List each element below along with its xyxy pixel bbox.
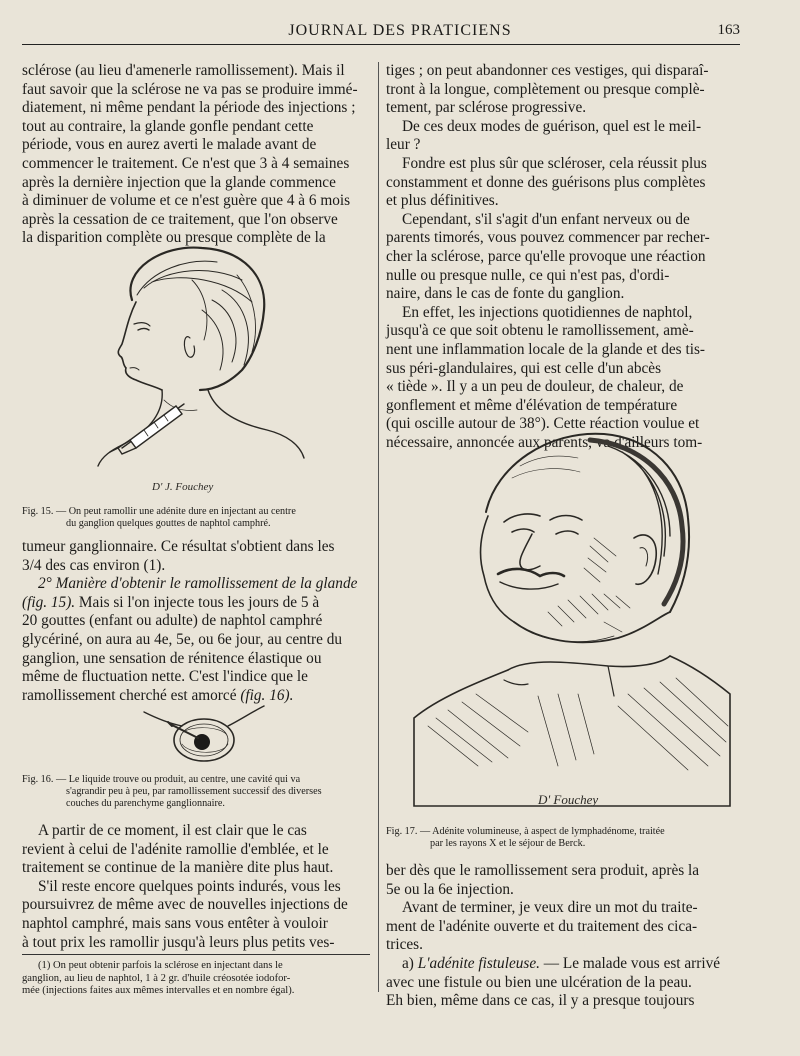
text-line: cher la sclérose, parce qu'elle provoque une réaction <box>386 247 706 265</box>
footnote-line: mée (injections faites aux mêmes intervalles et en nombre égal). <box>22 985 295 997</box>
text-line: tiges ; on peut abandonner ces vestiges, qui disparaî- <box>386 62 709 79</box>
text-line: diatement, ni même pendant la période des injections ; <box>22 99 356 117</box>
text-line: tout au contraire, la glande gonfle pendant cette <box>22 117 314 135</box>
text-line: naire, dans le cas de fonte du ganglion. <box>386 285 625 303</box>
text-line: nécessaire, annoncée aux parents, va d'ailleurs tom- <box>386 433 703 451</box>
text-line: à tout prix les ramollir jusqu'à leurs plus petits ves- <box>22 933 335 951</box>
text-line: trices. <box>386 936 423 954</box>
text-line: commencer le traitement. Ce n'est que 3 à 4 semaines <box>22 154 350 172</box>
text-line: leur ? <box>386 136 421 154</box>
right-column-text-top <box>386 62 740 452</box>
figure-16-ganglion-cavity <box>140 702 270 764</box>
text-line: faut savoir que la sclérose ne va pas se produire immé- <box>22 80 358 98</box>
figure-17-caption <box>386 826 740 850</box>
text-line: gonflement et même d'élévation de température <box>386 396 678 414</box>
footnote-rule <box>22 954 370 955</box>
figure-reference: (fig. 16). <box>240 686 294 704</box>
text-line: tement, par sclérose progressive. <box>386 99 587 117</box>
section-heading: L'adénite fistuleuse. <box>417 954 540 972</box>
text-line: Avant de terminer, je veux dire un mot du traite- <box>402 899 698 917</box>
figure-15-woman-injection <box>92 240 322 500</box>
text-line: De ces deux modes de guérison, quel est le meil- <box>402 117 702 135</box>
text-line: et plus définitives. <box>386 192 499 210</box>
text-line: A partir de ce moment, il est clair que le cas <box>38 822 307 839</box>
text-line: la disparition complète ou presque complète de la <box>22 229 326 247</box>
caption-text: couches du parenchyme ganglionnaire. <box>66 798 225 809</box>
figure-17-signature: D' Fouchey <box>538 792 599 807</box>
caption-text: — Adénite volumineuse, à aspect de lymphadénome, traitée <box>419 826 665 837</box>
text-line: glycériné, on aura au 4e, 5e, ou 6e jour, au centre du <box>22 630 343 648</box>
page-number: 163 <box>717 22 740 38</box>
text-line <box>22 575 370 594</box>
text-line: naphtol camphré, mais sans vous entêter à vouloir <box>22 914 328 932</box>
text-line: nulle ou presque nulle, ce qui n'est pas, d'ordi- <box>386 266 670 284</box>
text-line: constamment et donne des guérisons plus complètes <box>386 173 706 191</box>
text-line: 3/4 des cas environ (1). <box>22 556 166 574</box>
text-line: ramollissement cherché est amorcé (fig. 16). <box>22 686 294 704</box>
caption-text: du ganglion quelques gouttes de naphtol camphré. <box>66 518 271 529</box>
text-line: tumeur ganglionnaire. Ce résultat s'obtient dans les <box>22 538 335 555</box>
figure-15-signature: D' J. Fouchey <box>152 481 214 493</box>
footnote-line: ganglion, au lieu de naphtol, 1 à 2 gr. d'huile créosotée iodofor- <box>22 972 291 984</box>
text-line: a) L'adénite fistuleuse. — Le malade vous est arrivé <box>402 954 721 972</box>
left-paragraph-2 <box>22 538 370 705</box>
left-paragraph-4 <box>22 822 370 952</box>
text-line: parents timorés, vous pouvez commencer par recher- <box>386 229 710 247</box>
text-line: tront à la longue, complètement ou presque complè- <box>386 80 705 98</box>
text-line: période, vous en aurez averti le malade avant de <box>22 136 317 154</box>
right-column-text-bottom <box>386 862 740 1011</box>
text-line: nent une inflammation locale de la glande et des tis- <box>386 340 706 358</box>
caption-text: s'agrandir peu à peu, par ramollissement successif des diverses <box>66 786 322 797</box>
text-line: revient à celui de l'adénite ramollie d'emblée, et le <box>22 840 329 858</box>
text-line: ment de l'adénite ouverte et du traitement des cica- <box>386 917 698 935</box>
text-line: En effet, les injections quotidiennes de naphtol, <box>402 303 693 321</box>
text-line: ganglion, une sensation de rénitence élastique ou <box>22 649 322 667</box>
text-line: (fig. 15). Mais si l'on injecte tous les jours de 5 à <box>22 593 320 611</box>
header-rule <box>22 44 740 45</box>
text-line: (qui oscille autour de 38°). Cette réaction voulue et <box>386 415 700 433</box>
caption-label: Fig. 15. <box>22 506 54 517</box>
text-line: Fondre est plus sûr que scléroser, cela réussit plus <box>402 154 707 172</box>
journal-title: JOURNAL DES PRATICIENS <box>288 22 512 39</box>
text-line: 20 gouttes (enfant ou adulte) de naphtol camphré <box>22 612 323 630</box>
caption-text: par les rayons X et le séjour de Berck. <box>430 838 586 849</box>
column-divider <box>378 62 379 992</box>
text-line: jusqu'à ce que soit obtenu le ramollissement, amè- <box>386 322 694 340</box>
caption-text: — On peut ramollir une adénite dure en injectant au centre <box>55 506 296 517</box>
text-line: Cependant, s'il s'agit d'un enfant nerveux ou de <box>402 210 690 228</box>
text-line: ber dès que le ramollissement sera produit, après la <box>386 862 700 879</box>
text-line: S'il reste encore quelques points indurés, vous les <box>38 877 341 895</box>
text-line: sclérose (au lieu d'amenerle ramollissement). Mais il <box>22 62 345 79</box>
figure-15-caption <box>22 506 370 530</box>
text-line: Eh bien, même dans ce cas, il y a presque toujours <box>386 992 695 1010</box>
caption-label: Fig. 16. <box>22 774 54 785</box>
figure-reference: (fig. 15). <box>22 593 76 611</box>
section-heading: 2° Manière d'obtenir le ramollissement de la glande <box>38 575 358 593</box>
text-line: poursuivrez de même avec de nouvelles injections de <box>22 896 348 914</box>
text-line: « tiède ». Il y a un peu de douleur, de chaleur, de <box>386 378 684 396</box>
caption-text: — Le liquide trouve ou produit, au centre, une cavité qui va <box>55 774 301 785</box>
footnote <box>22 960 370 998</box>
figure-17-man-lymphadenoma <box>408 426 738 816</box>
text-line: même de fluctuation nette. C'est l'indice que le <box>22 668 308 686</box>
text-line: à diminuer de volume et ce n'est guère que 4 à 6 mois <box>22 192 351 210</box>
text-line: après la cessation de ce traitement, que l'on observe <box>22 210 338 228</box>
left-paragraph-1 <box>22 62 370 248</box>
text-line: 5e ou la 6e injection. <box>386 880 514 898</box>
text-line: après la dernière injection que la glande commence <box>22 173 336 191</box>
figure-16-caption <box>22 774 370 810</box>
caption-label: Fig. 17. <box>386 826 418 837</box>
text-line: avec une fistule ou bien une ulcération de la peau. <box>386 973 692 991</box>
footnote-line: (1) On peut obtenir parfois la sclérose en injectant dans le <box>38 960 283 971</box>
running-head <box>0 22 800 42</box>
text-line: traitement se continue de la manière dite plus haut. <box>22 859 334 877</box>
text-line: sus péri-glandulaires, qui est celle d'un abcès <box>386 359 662 377</box>
